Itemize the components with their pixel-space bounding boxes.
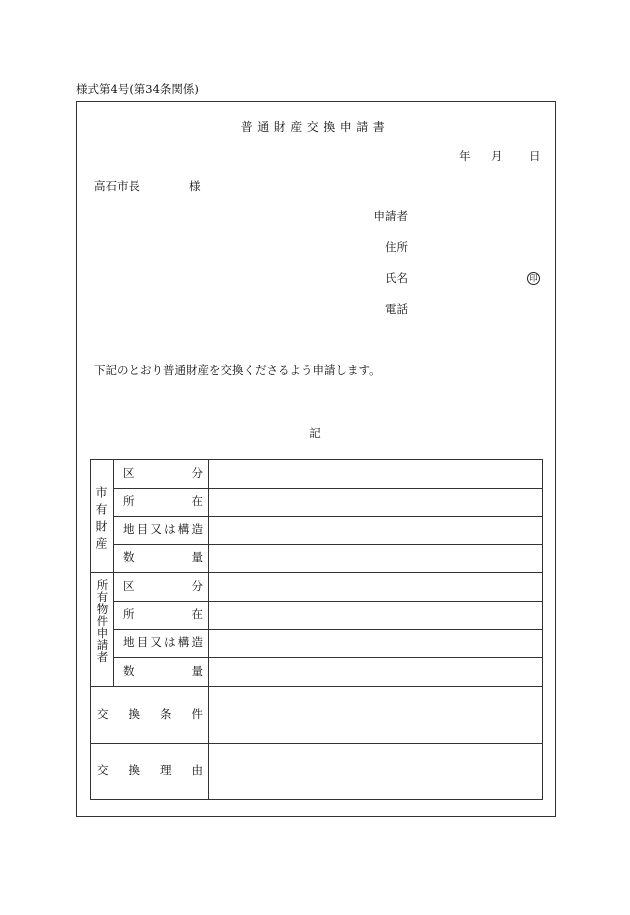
city-row-category	[119, 460, 206, 488]
document-title: 普通財産交換申請書	[240, 120, 390, 134]
applicant-row-category	[119, 572, 206, 601]
exchange-reason-row	[91, 743, 208, 799]
row-label-char: は	[164, 635, 176, 650]
row-label-char: 所	[123, 607, 135, 622]
row-label-char: 構	[177, 635, 190, 650]
row-label-char: 数	[123, 663, 135, 678]
row-label-char: 区	[123, 466, 135, 481]
applicant-name-label: 氏名	[385, 271, 408, 285]
row-label-char: 造	[191, 522, 203, 537]
row-label-char: 造	[191, 635, 203, 650]
row-label-char: 条	[160, 706, 172, 721]
row-label-char: 件	[191, 706, 203, 721]
row-label-char: 交	[97, 763, 109, 778]
row-label-char: 量	[191, 663, 203, 678]
note-heading: 記	[309, 426, 321, 440]
applicant-row-land-structure	[119, 629, 206, 657]
city-property-group-label: 市有財産	[94, 486, 108, 554]
row-label-char: 量	[191, 550, 203, 565]
row-label-char: 所	[123, 494, 135, 509]
addressee-name: 高石市長	[94, 179, 140, 193]
row-label-char: 目	[136, 635, 149, 650]
form-number: 様式第4号(第34条関係)	[76, 82, 199, 96]
row-label-char: 区	[123, 578, 135, 593]
detail-table	[90, 459, 543, 800]
city-row-quantity	[119, 544, 206, 572]
row-label-char: 分	[191, 466, 203, 481]
row-label-char: 換	[128, 763, 140, 778]
seal-icon: 印	[527, 272, 540, 285]
row-label-char: 分	[191, 578, 203, 593]
date-month-label: 月	[491, 149, 503, 163]
row-label-char: 交	[97, 706, 109, 721]
row-label-char: 目	[136, 522, 149, 537]
applicant-heading: 申請者	[373, 209, 408, 223]
row-label-char: 数	[123, 550, 135, 565]
applicant-property-group-label: 所有物件申請者	[95, 579, 110, 663]
row-label-char: 在	[191, 494, 203, 509]
applicant-row-location	[119, 601, 206, 629]
table-group-divider	[113, 460, 114, 686]
row-label-char: 理	[160, 763, 172, 778]
addressee-honorific: 様	[189, 179, 201, 193]
row-label-char: 又	[150, 635, 162, 650]
applicant-row-quantity	[119, 657, 206, 686]
city-row-location	[119, 488, 206, 516]
applicant-address-label: 住所	[385, 240, 408, 254]
city-row-land-structure	[119, 516, 206, 544]
row-label-char: 又	[150, 522, 162, 537]
row-label-char: 構	[177, 522, 190, 537]
date-year-label: 年	[459, 149, 471, 163]
applicant-phone-label: 電話	[385, 302, 408, 316]
row-label-char: 地	[123, 522, 135, 537]
row-label-char: 在	[191, 607, 203, 622]
date-day-label: 日	[529, 149, 541, 163]
row-label-char: 換	[128, 706, 140, 721]
exchange-terms-row	[91, 686, 208, 743]
row-label-char: 地	[123, 635, 135, 650]
request-statement: 下記のとおり普通財産を交換くださるよう申請します。	[94, 363, 381, 377]
row-label-char: は	[164, 522, 176, 537]
row-label-char: 由	[191, 763, 203, 778]
